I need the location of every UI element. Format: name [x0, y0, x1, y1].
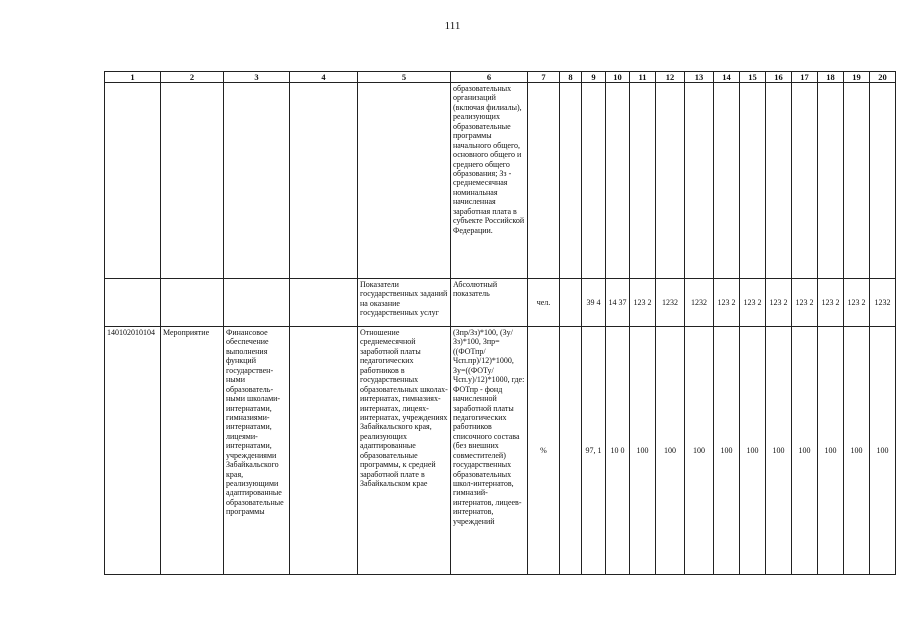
- value-cell: 1232: [685, 279, 714, 327]
- activity-code: 140102010104: [105, 327, 161, 575]
- activity-name: Финансовое обеспечение выполнения функций государствен-ными образователь-ными школами-интернатами, гимназиями-интернатами, лицеями-интернатами, учреждениями Забайкальского края, реализующими адаптированные образовательные программы: [224, 327, 290, 575]
- col-header: 14: [714, 72, 740, 83]
- value-cell: 123 2: [818, 279, 844, 327]
- col-header: 12: [656, 72, 685, 83]
- col-header: 2: [161, 72, 224, 83]
- col-header: 20: [870, 72, 896, 83]
- value-cell: 123 2: [740, 279, 766, 327]
- value-cell: 100: [870, 327, 896, 575]
- value-cell: 123 2: [844, 279, 870, 327]
- value-cell: 123 2: [714, 279, 740, 327]
- value-cell: 14 37: [606, 279, 630, 327]
- activity-type: Мероприятие: [161, 327, 224, 575]
- col-header: 1: [105, 72, 161, 83]
- col-header: 4: [290, 72, 358, 83]
- formula-continuation: образовательных организаций (включая филиалы), реализующих образовательные программы начального общего, основного общего и среднего общего образования; Зз - среднемесячная номинальная начисленная заработная плата в субъекте Российской Федерации.: [451, 83, 528, 279]
- value-cell: 1232: [870, 279, 896, 327]
- value-cell: 100: [740, 327, 766, 575]
- page-number: 111: [444, 20, 461, 32]
- value-cell: 123 2: [630, 279, 656, 327]
- value-cell: 100: [818, 327, 844, 575]
- indicator-type: Абсолютный показатель: [451, 279, 528, 327]
- col-header: 16: [766, 72, 792, 83]
- col-header: 8: [560, 72, 582, 83]
- column-number-row: [105, 72, 896, 83]
- unit: чел.: [528, 279, 560, 327]
- col-header: 10: [606, 72, 630, 83]
- table-row: [105, 327, 896, 575]
- value-cell: 100: [630, 327, 656, 575]
- col-header: 9: [582, 72, 606, 83]
- value-cell: 100: [685, 327, 714, 575]
- indicators-table: [104, 71, 896, 575]
- value-cell: 100: [766, 327, 792, 575]
- table-row: [105, 279, 896, 327]
- col-header: 3: [224, 72, 290, 83]
- indicator-formula: (Зпр/Зз)*100, (Зу/Зз)*100, Зпр=((ФОТпр/Чсп.пр)/12)*1000, Зу=((ФОТу/Чсп.у)/12)*1000, где: ФОТпр - фонд начисленной заработной платы педагогических работников списочного состава (без внешних совместителей) государственных образовательных школ-интернатов, гимназий-интернатов, лицеев-интернатов, учреждений: [451, 327, 528, 575]
- col-header: 11: [630, 72, 656, 83]
- value-cell: 1232: [656, 279, 685, 327]
- value-cell: 39 4: [582, 279, 606, 327]
- indicator-name: Отношение среднемесячной заработной платы педагогических работников в государственных образовательных школах-интернатах, гимназиях-интернатах, лицеях-интернатах, учреждениях Забайкальского края, реализующих адаптированные образовательные программы, к средней заработной плате в Забайкальском крае: [358, 327, 451, 575]
- value-cell: 123 2: [792, 279, 818, 327]
- value-cell: 97, 1: [582, 327, 606, 575]
- col-header: 6: [451, 72, 528, 83]
- col-header: 15: [740, 72, 766, 83]
- value-cell: 100: [792, 327, 818, 575]
- col-header: 13: [685, 72, 714, 83]
- value-cell: 10 0: [606, 327, 630, 575]
- col-header: 5: [358, 72, 451, 83]
- col-header: 17: [792, 72, 818, 83]
- value-cell: 100: [714, 327, 740, 575]
- indicator-name: Показатели государственных заданий на оказание государственных услуг: [358, 279, 451, 327]
- value-cell: 100: [656, 327, 685, 575]
- value-cell: 123 2: [766, 279, 792, 327]
- col-header: 19: [844, 72, 870, 83]
- value-cell: 100: [844, 327, 870, 575]
- col-header: 7: [528, 72, 560, 83]
- unit: %: [528, 327, 560, 575]
- table-row: [105, 83, 896, 279]
- col-header: 18: [818, 72, 844, 83]
